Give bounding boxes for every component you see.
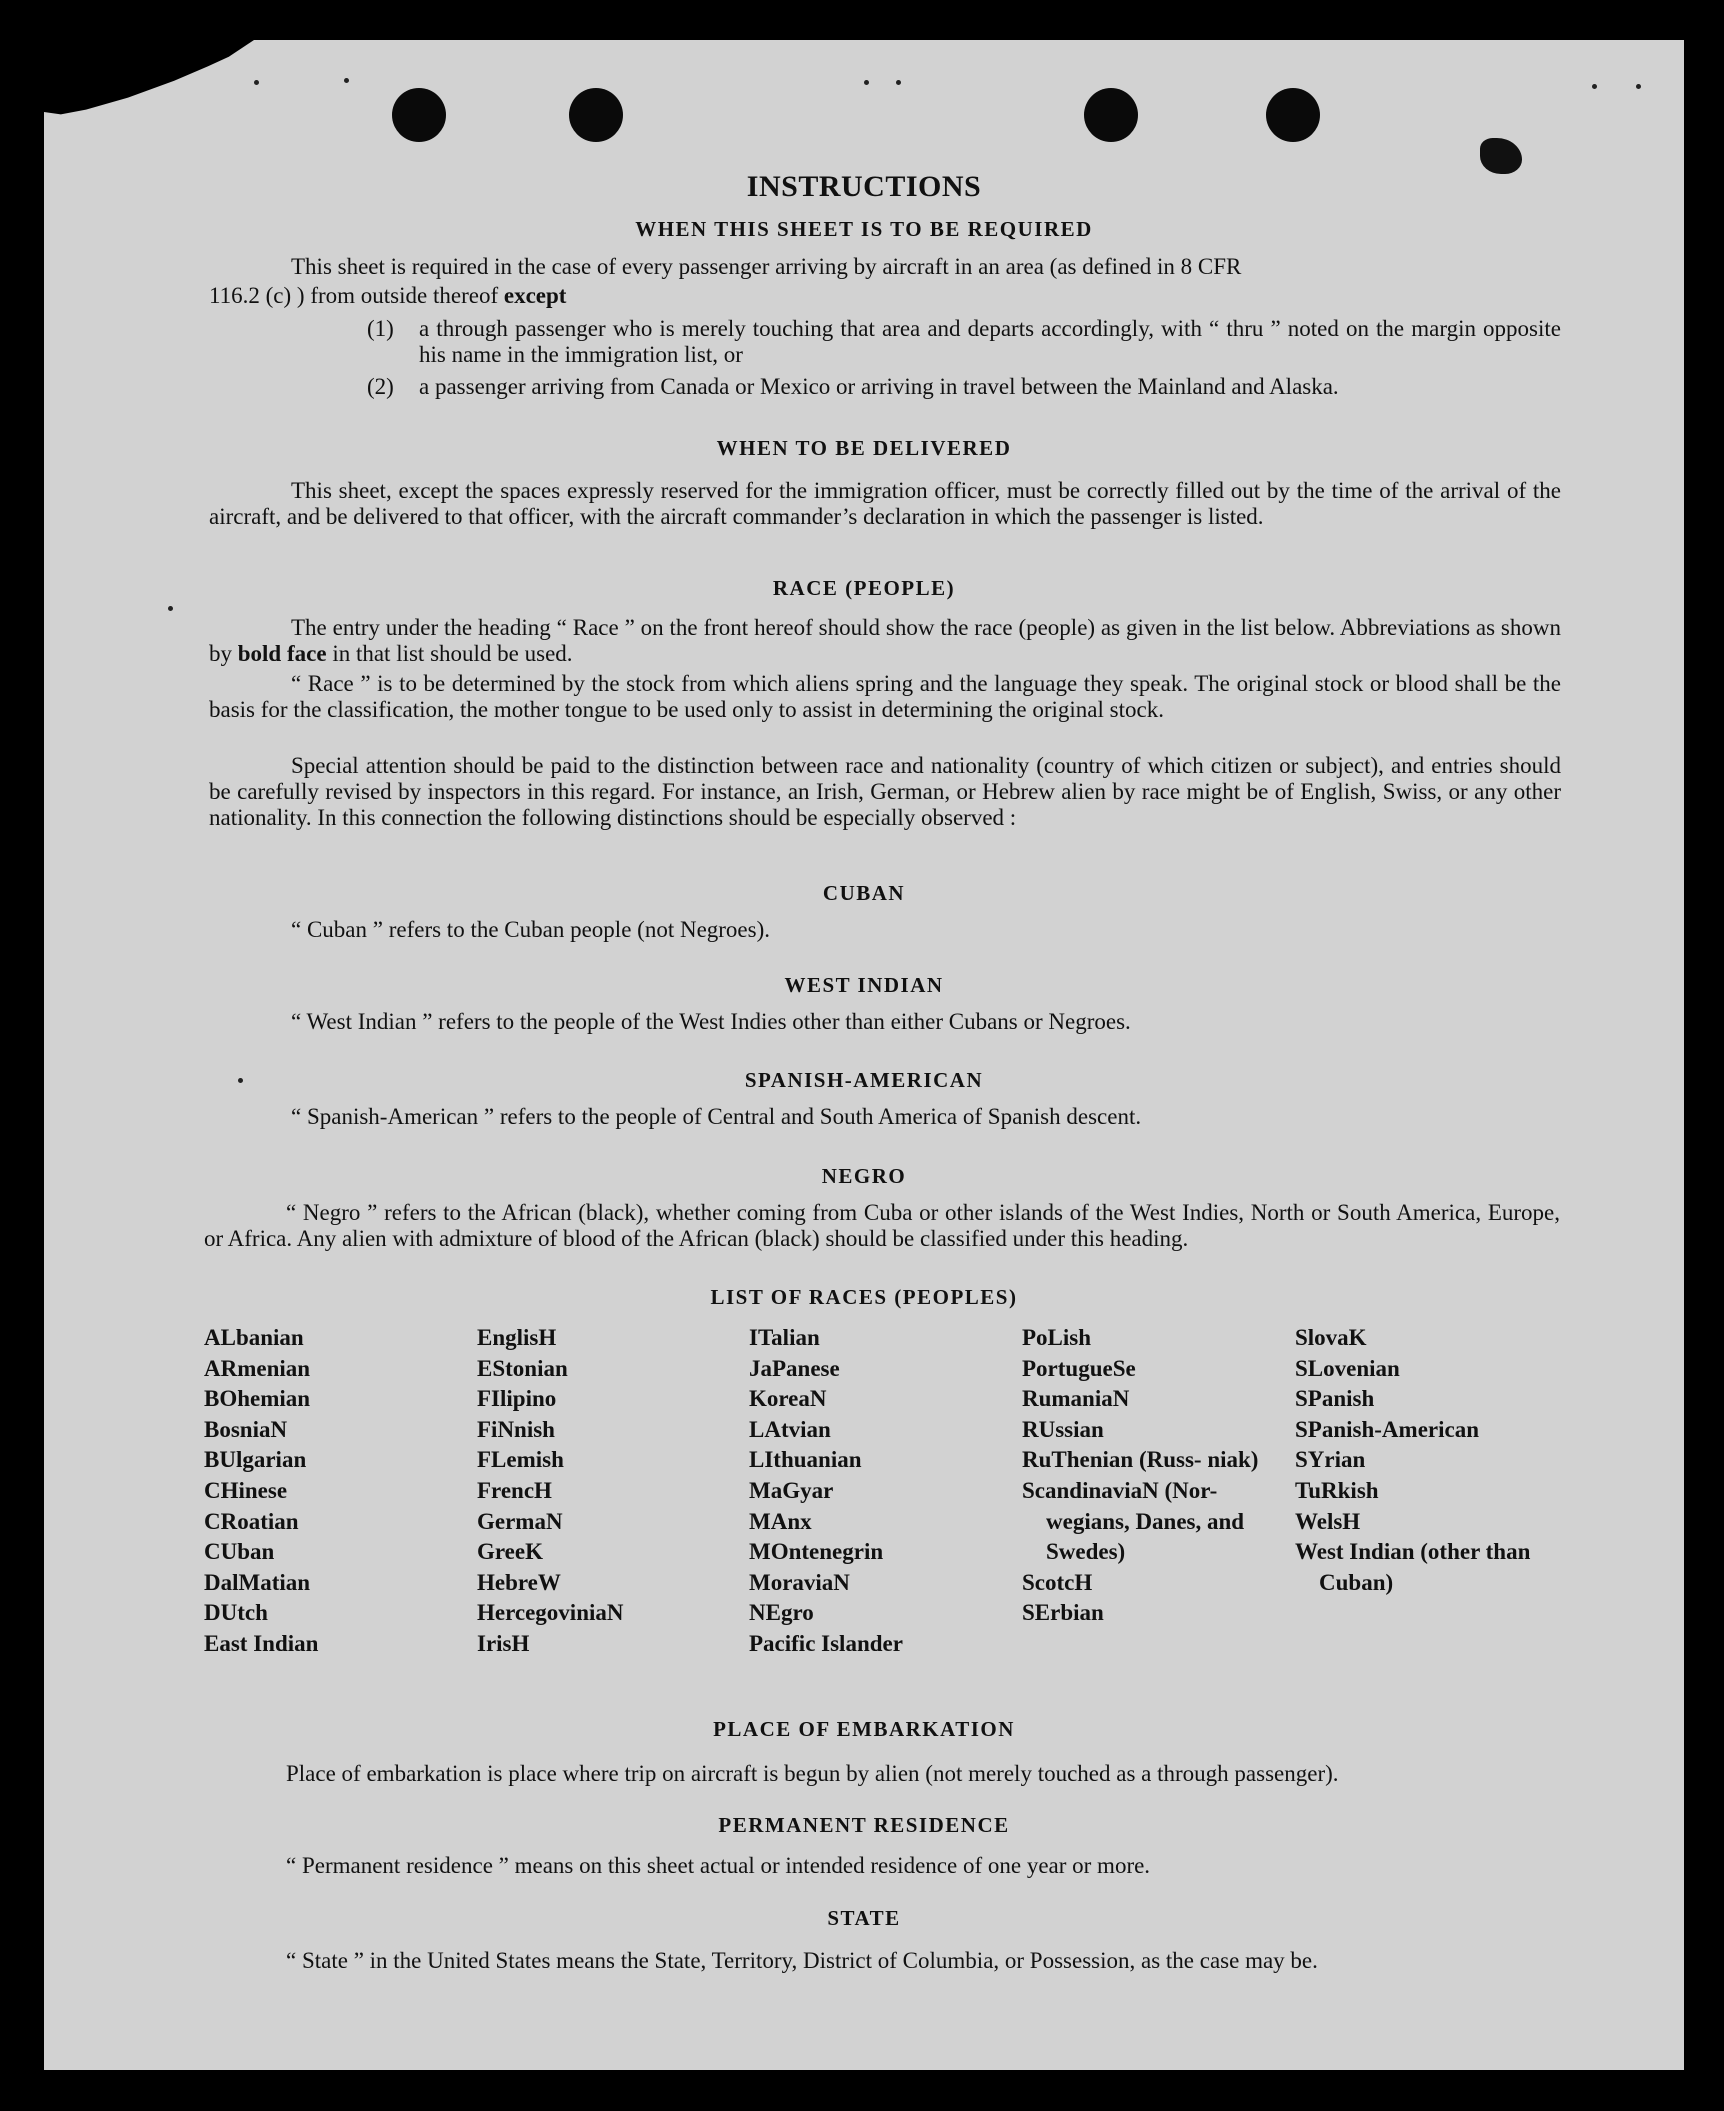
- race-item: Pacific Islander: [749, 1630, 903, 1656]
- race-item: RUssian: [1022, 1416, 1104, 1442]
- race-item: ScotcH: [1022, 1569, 1093, 1595]
- heading-race: RACE (PEOPLE): [772, 576, 956, 600]
- race-item: BOhemian: [204, 1386, 311, 1412]
- heading-state: STATE: [827, 1906, 901, 1930]
- race-item: KoreaN: [749, 1386, 827, 1412]
- spanish-american-text: “ Spanish-American ” refers to the people of Central and South America of Spanish descent.: [291, 1104, 1142, 1129]
- race-item: SPanish-American: [1295, 1416, 1479, 1442]
- race-item: BosniaN: [204, 1416, 288, 1442]
- cuban-text: “ Cuban ” refers to the Cuban people (not Negroes).: [291, 917, 771, 942]
- races-column-2: [477, 1323, 737, 1660]
- page-title: INSTRUCTIONS: [746, 170, 982, 203]
- race-item: LIthuanian: [749, 1447, 862, 1473]
- race-item: CRoatian: [204, 1508, 299, 1534]
- item-1-text: a through passenger who is merely touching that area and departs accordingly, with “ thru ” noted on the margin opposite his name in the immigration list, or: [419, 316, 1561, 367]
- state-text: “ State ” in the United States means the State, Territory, District of Columbia, or Possession, as the case may be.: [286, 1948, 1318, 1973]
- heading-permanent-residence: PERMANENT RESIDENCE: [718, 1813, 1010, 1837]
- intro-paragraph-b: [209, 283, 1561, 309]
- heading-spanish-american: SPANISH-AMERICAN: [744, 1068, 984, 1092]
- race-p1-end: in that list should be used.: [332, 641, 573, 666]
- delivered-text: This sheet, except the spaces expressly reserved for the immigration officer, must be correctly filled out by the time of the arrival of the aircraft, and be delivered to that officer, with the aircraft commander’s declaration in which the passenger is listed.: [209, 478, 1561, 529]
- race-item: SYrian: [1295, 1447, 1366, 1473]
- race-item: SLovenian: [1295, 1355, 1400, 1381]
- race-item: CUban: [204, 1539, 275, 1565]
- heading-cuban: CUBAN: [822, 881, 906, 905]
- race-item: IrisH: [477, 1630, 530, 1656]
- race-item: FiNnish: [477, 1416, 555, 1442]
- race-item: ITalian: [749, 1325, 820, 1350]
- race-item: SlovaK: [1295, 1325, 1367, 1350]
- residence-text: “ Permanent residence ” means on this sheet actual or intended residence of one year or more.: [286, 1853, 1151, 1878]
- intro-paragraph-a: This sheet is required in the case of every passenger arriving by aircraft in an area (as defined in 8 CFR: [291, 254, 1242, 279]
- item-2-number: (2): [367, 374, 394, 399]
- race-item: HebreW: [477, 1569, 561, 1595]
- race-item: ALbanian: [204, 1325, 304, 1350]
- heading-west-indian: WEST INDIAN: [784, 973, 944, 997]
- race-item: ARmenian: [204, 1355, 311, 1381]
- embarkation-text: Place of embarkation is place where trip on aircraft is begun by alien (not merely touched as a through passenger).: [286, 1761, 1339, 1786]
- race-item: FrencH: [477, 1477, 552, 1503]
- race-item: EStonian: [477, 1355, 568, 1381]
- except-bold: except: [503, 283, 567, 308]
- heading-when-required: WHEN THIS SHEET IS TO BE REQUIRED: [635, 217, 1093, 241]
- race-item: East Indian: [204, 1630, 319, 1656]
- race-item: GermaN: [477, 1508, 563, 1534]
- race-paragraph-2: “ Race ” is to be determined by the stock from which aliens spring and the language they speak. The original stock or blood shall be the basis for the classification, the mother tongue to be used only to assist in determining the original stock.: [209, 671, 1561, 722]
- race-item: EnglisH: [477, 1325, 557, 1350]
- race-item: SPanish: [1295, 1386, 1375, 1412]
- race-p1-text: The entry under the heading “ Race ” on the front hereof should show the race (people) as given in the list below. Abbreviations as shown by: [209, 615, 1561, 666]
- races-column-3: [749, 1323, 1009, 1660]
- race-item: NEgro: [749, 1600, 814, 1626]
- race-item: West Indian (other than Cuban): [1295, 1539, 1531, 1595]
- race-item: RuThenian (Russ- niak): [1022, 1447, 1259, 1473]
- heading-place-of-embarkation: PLACE OF EMBARKATION: [713, 1717, 1015, 1741]
- race-item: MOntenegrin: [749, 1539, 884, 1565]
- races-column-5: [1295, 1323, 1565, 1598]
- race-item: MAnx: [749, 1508, 812, 1534]
- heading-negro: NEGRO: [821, 1164, 907, 1188]
- document-page: [44, 40, 1684, 2070]
- race-item: JaPanese: [749, 1355, 840, 1381]
- race-item: ScandinaviaN (Nor- wegians, Danes, and Swedes): [1022, 1477, 1245, 1565]
- race-item: TuRkish: [1295, 1477, 1379, 1503]
- race-item: HercegoviniaN: [477, 1600, 624, 1626]
- race-paragraph-3: Special attention should be paid to the distinction between race and nationality (country of which citizen or subject), and entries should be carefully revised by inspectors in this regard. For instance, an Irish, German, or Hebrew alien by race might be of English, Swiss, or any other nationality. In this connection the following distinctions should be especially observed :: [209, 753, 1561, 830]
- race-item: WelsH: [1295, 1508, 1361, 1534]
- negro-text: “ Negro ” refers to the African (black), whether coming from Cuba or other islands of the West Indies, North or South America, Europe, or Africa. Any alien with admixture of blood of the African (black) should be classified under this heading.: [204, 1200, 1560, 1251]
- races-column-4: [1022, 1323, 1267, 1629]
- race-item: MoraviaN: [749, 1569, 850, 1595]
- race-item: DalMatian: [204, 1569, 311, 1595]
- race-item: PortugueSe: [1022, 1355, 1136, 1381]
- race-item: GreeK: [477, 1539, 543, 1565]
- item-1-number: (1): [367, 316, 394, 341]
- item-2-text: a passenger arriving from Canada or Mexico or arriving in travel between the Mainland and Alaska.: [419, 374, 1339, 399]
- intro-text: 116.2 (c) ) from outside thereof: [209, 283, 499, 308]
- race-item: FIlipino: [477, 1386, 557, 1412]
- west-indian-text: “ West Indian ” refers to the people of the West Indies other than either Cubans or Negroes.: [291, 1009, 1131, 1034]
- race-item: PoLish: [1022, 1325, 1092, 1350]
- race-item: MaGyar: [749, 1477, 834, 1503]
- race-item: SErbian: [1022, 1600, 1104, 1626]
- heading-list-of-races: LIST OF RACES (PEOPLES): [710, 1285, 1018, 1309]
- races-column-1: [204, 1323, 454, 1660]
- race-item: FLemish: [477, 1447, 564, 1473]
- race-paragraph-1: [209, 615, 1561, 667]
- race-item: DUtch: [204, 1600, 268, 1626]
- race-item: CHinese: [204, 1477, 288, 1503]
- race-item: BUlgarian: [204, 1447, 307, 1473]
- race-item: RumaniaN: [1022, 1386, 1130, 1412]
- heading-when-delivered: WHEN TO BE DELIVERED: [716, 436, 1012, 460]
- race-item: LAtvian: [749, 1416, 831, 1442]
- bold-face-text: bold face: [237, 641, 327, 666]
